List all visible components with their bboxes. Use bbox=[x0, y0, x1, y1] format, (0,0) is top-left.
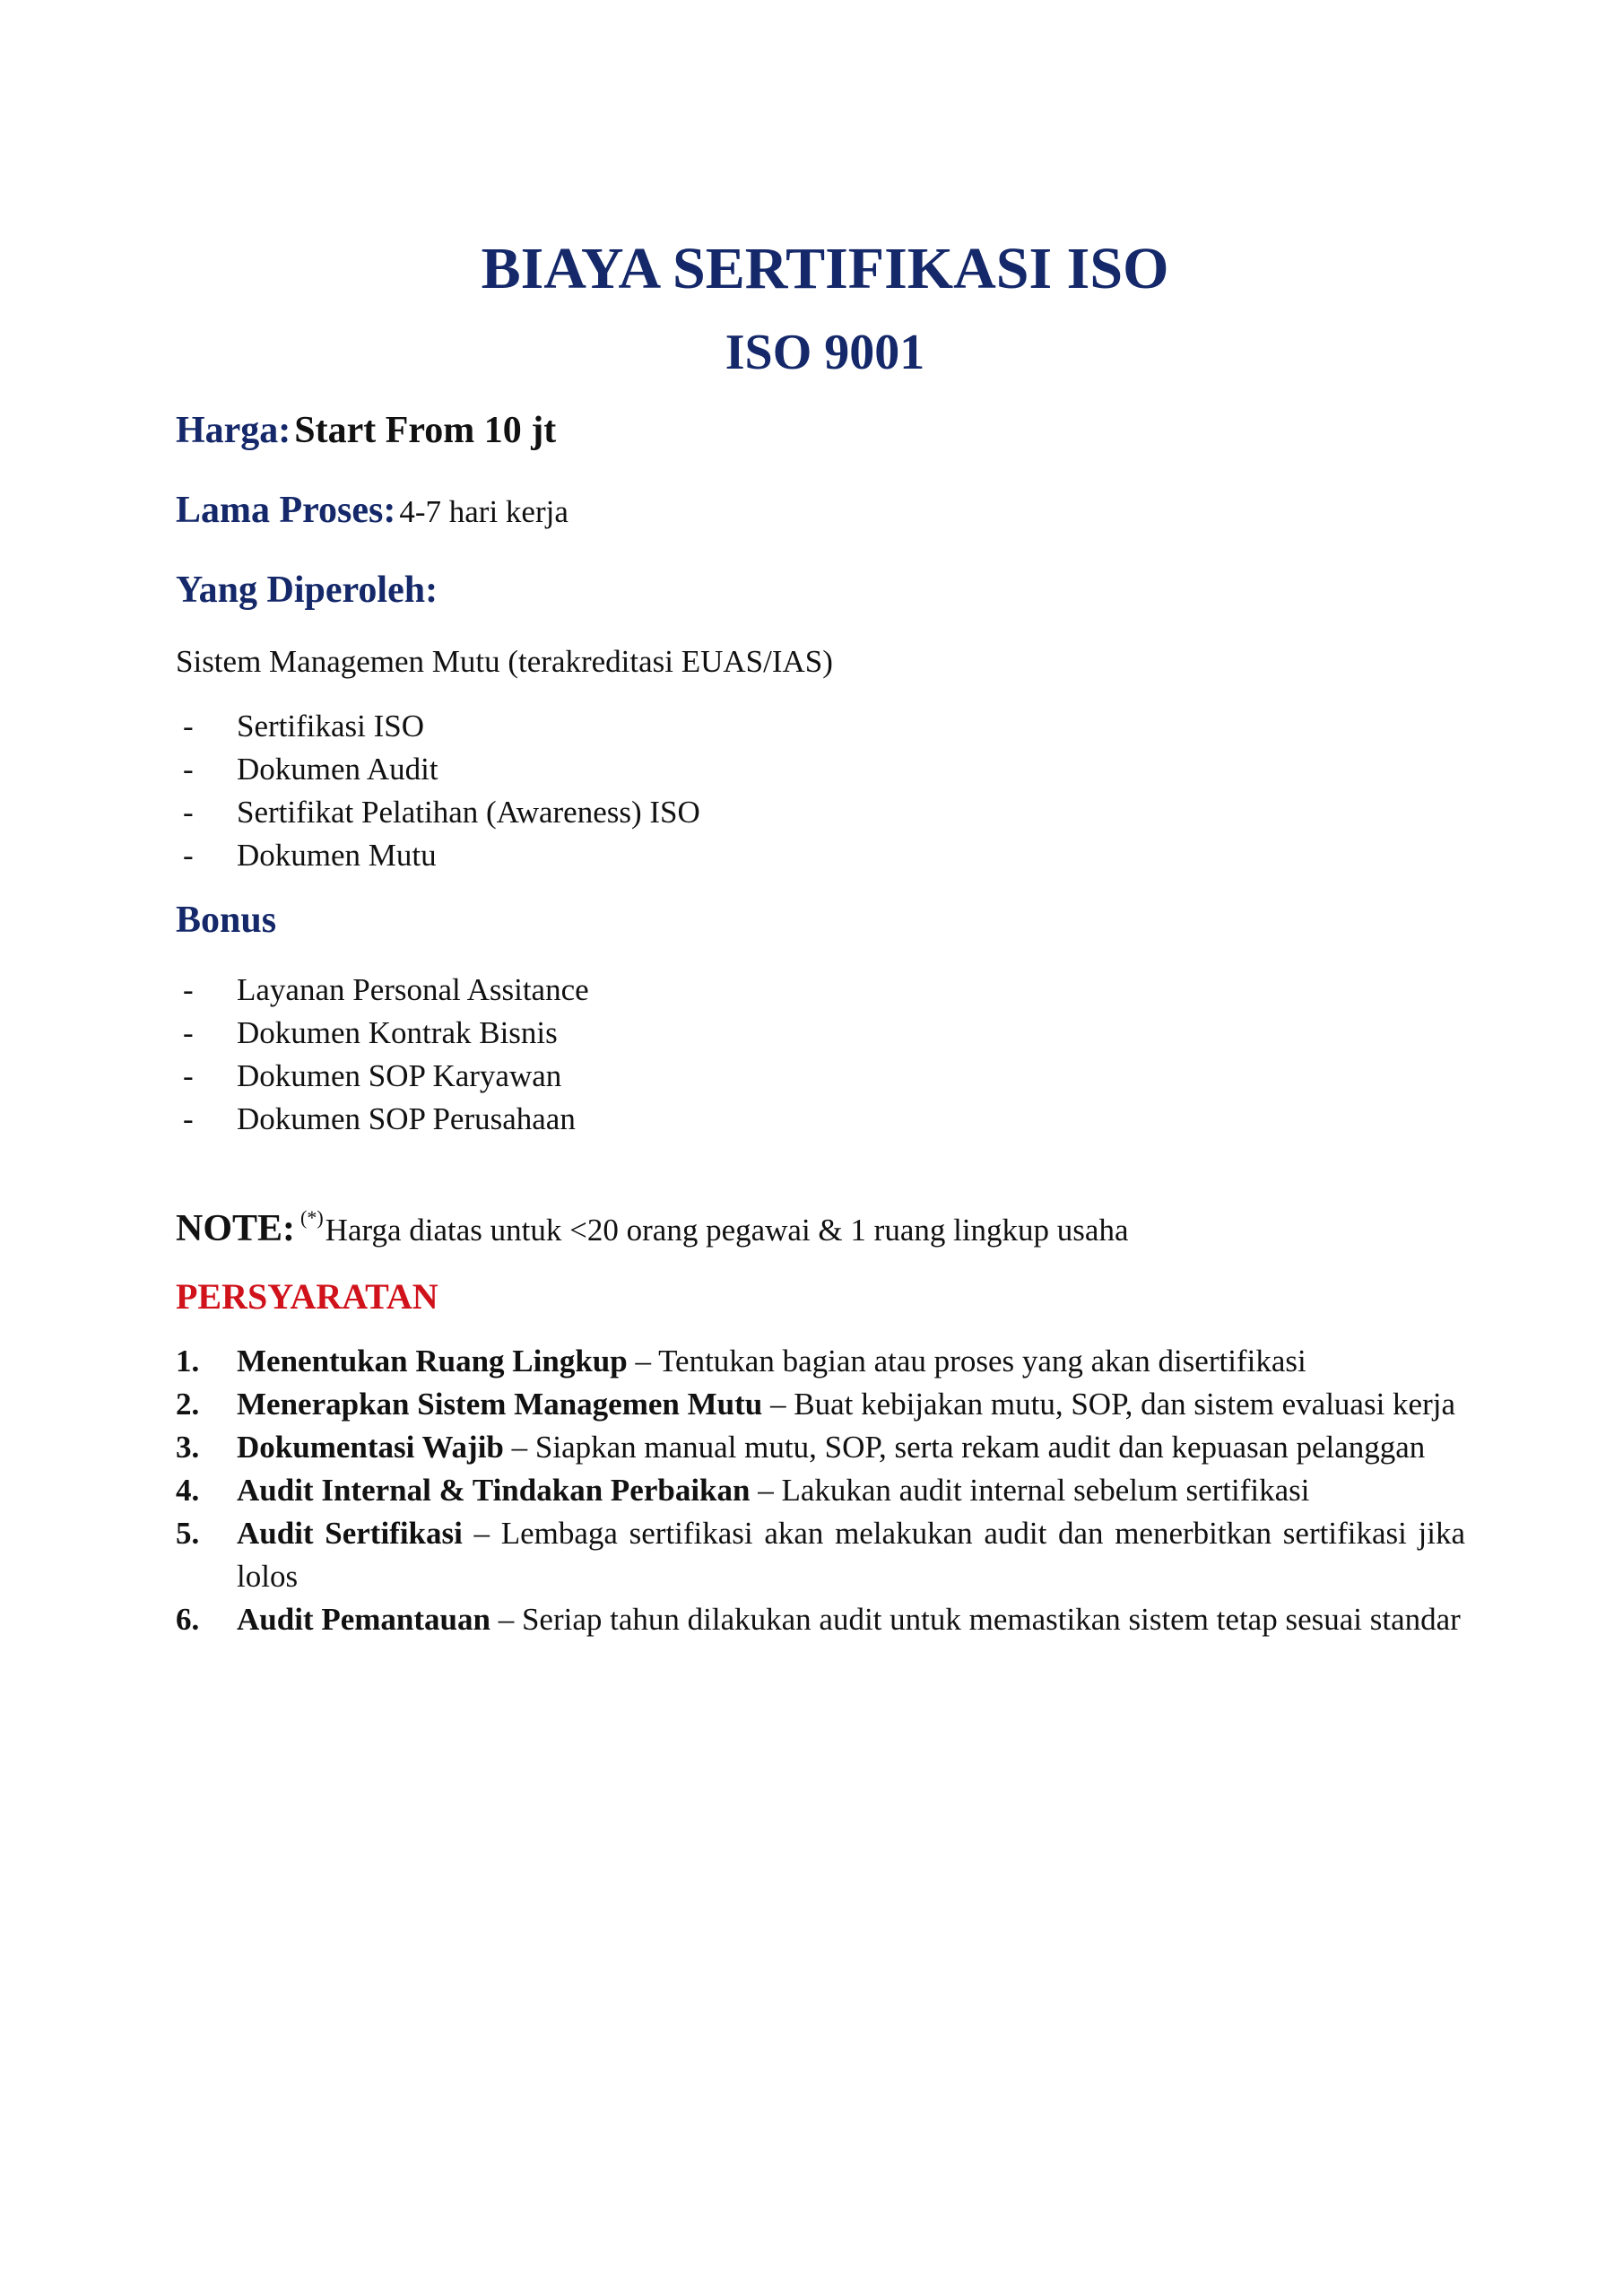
list-item-text: Sertifikasi ISO bbox=[237, 709, 425, 744]
bonus-heading: Bonus bbox=[176, 900, 277, 941]
item-title: Audit Pemantauan bbox=[237, 1602, 490, 1637]
list-item bbox=[176, 748, 1465, 791]
list-item-text: Dokumen SOP Perusahaan bbox=[237, 1101, 576, 1136]
item-text bbox=[237, 1340, 1465, 1383]
list-item bbox=[176, 1469, 1465, 1512]
harga-row bbox=[176, 404, 1465, 465]
page-title: BIAYA SERTIFIKASI ISO bbox=[481, 236, 1169, 301]
harga-label: Harga: bbox=[176, 410, 291, 451]
dash-bullet: - bbox=[183, 972, 194, 1007]
lama-proses-row bbox=[176, 483, 1465, 545]
dash-bullet: - bbox=[183, 1058, 194, 1093]
item-text bbox=[237, 1512, 1465, 1598]
list-item-text: Dokumen Audit bbox=[237, 752, 438, 787]
item-title: Dokumentasi Wajib bbox=[237, 1430, 504, 1465]
item-number: 4. bbox=[176, 1473, 200, 1508]
item-title: Audit Sertifikasi bbox=[237, 1516, 463, 1551]
item-text bbox=[237, 1469, 1465, 1512]
note-label: NOTE: bbox=[176, 1208, 296, 1249]
item-number: 2. bbox=[176, 1387, 200, 1422]
item-desc: – Buat kebijakan mutu, SOP, dan sistem evaluasi kerja bbox=[762, 1387, 1456, 1422]
persyaratan-heading: PERSYARATAN bbox=[176, 1276, 438, 1317]
item-number: 5. bbox=[176, 1516, 200, 1551]
item-title: Audit Internal & Tindakan Perbaikan bbox=[237, 1473, 751, 1508]
dash-bullet: - bbox=[183, 1015, 194, 1050]
list-item bbox=[176, 791, 1465, 834]
yang-diperoleh-list bbox=[176, 705, 1465, 877]
yang-diperoleh-heading: Yang Diperoleh: bbox=[176, 570, 438, 611]
dash-bullet: - bbox=[183, 752, 194, 787]
list-item-text: Dokumen Kontrak Bisnis bbox=[237, 1015, 558, 1050]
dash-bullet: - bbox=[183, 838, 194, 873]
list-item bbox=[176, 1383, 1465, 1426]
dash-bullet: - bbox=[183, 1101, 194, 1136]
list-item bbox=[176, 1598, 1465, 1641]
list-item bbox=[176, 1426, 1465, 1469]
item-text bbox=[237, 1426, 1465, 1469]
lama-proses-label: Lama Proses: bbox=[176, 490, 396, 531]
list-item bbox=[176, 705, 1465, 748]
item-number: 3. bbox=[176, 1430, 200, 1465]
item-number: 6. bbox=[176, 1602, 200, 1637]
list-item bbox=[176, 1012, 1465, 1055]
lama-proses-value: 4-7 hari kerja bbox=[399, 494, 568, 529]
dash-bullet: - bbox=[183, 795, 194, 830]
page-subtitle: ISO 9001 bbox=[725, 325, 925, 380]
item-number: 1. bbox=[176, 1344, 200, 1378]
item-text bbox=[237, 1383, 1465, 1426]
item-desc: – Tentukan bagian atau proses yang akan disertifikasi bbox=[627, 1344, 1306, 1378]
list-item bbox=[176, 1340, 1465, 1383]
list-item bbox=[176, 1512, 1465, 1598]
item-title: Menentukan Ruang Lingkup bbox=[237, 1344, 628, 1378]
list-item bbox=[176, 834, 1465, 877]
list-item-text: Layanan Personal Assitance bbox=[237, 972, 589, 1007]
list-item bbox=[176, 1055, 1465, 1098]
item-title: Menerapkan Sistem Managemen Mutu bbox=[237, 1387, 763, 1422]
dash-bullet: - bbox=[183, 709, 194, 744]
note-marker: (*) bbox=[300, 1206, 324, 1229]
list-item bbox=[176, 969, 1465, 1012]
persyaratan-list bbox=[176, 1340, 1465, 1641]
item-text bbox=[237, 1598, 1465, 1641]
harga-value: Start From 10 jt bbox=[294, 410, 557, 451]
item-desc: – Lembaga sertifikasi akan melakukan audit dan menerbitkan sertifikasi jika lolos bbox=[237, 1516, 1465, 1594]
note-text: Harga diatas untuk <20 orang pegawai & 1 ruang lingkup usaha bbox=[325, 1213, 1129, 1248]
item-desc: – Siapkan manual mutu, SOP, serta rekam audit dan kepuasan pelanggan bbox=[503, 1430, 1426, 1465]
item-desc: – Lakukan audit internal sebelum sertifikasi bbox=[750, 1473, 1310, 1508]
bonus-list bbox=[176, 969, 1465, 1141]
list-item-text: Sertifikat Pelatihan (Awareness) ISO bbox=[237, 795, 700, 830]
list-item bbox=[176, 1098, 1465, 1141]
yang-diperoleh-intro: Sistem Managemen Mutu (terakreditasi EUAS/IAS) bbox=[176, 644, 833, 679]
note-line bbox=[176, 1191, 1465, 1257]
item-desc: – Seriap tahun dilakukan audit untuk memastikan sistem tetap sesuai standar bbox=[490, 1602, 1461, 1637]
list-item-text: Dokumen SOP Karyawan bbox=[237, 1058, 562, 1093]
list-item-text: Dokumen Mutu bbox=[237, 838, 437, 873]
